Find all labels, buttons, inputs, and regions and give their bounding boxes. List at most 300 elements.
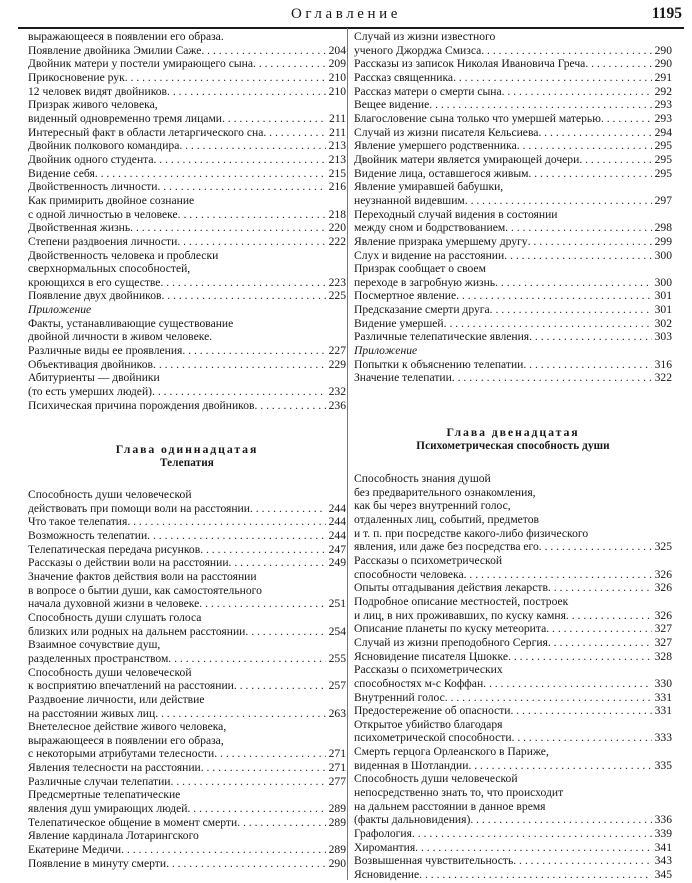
toc-entry-line bbox=[354, 126, 672, 139]
toc-entry bbox=[28, 666, 346, 693]
toc-entry-text: Значение фактов действия воли на расстоянии bbox=[28, 569, 257, 583]
toc-entry-title bbox=[354, 691, 652, 704]
toc-entry-title bbox=[354, 636, 652, 649]
toc-entry-line bbox=[28, 85, 346, 98]
toc-entry-text: Абитуриенты — двойники bbox=[28, 371, 160, 385]
toc-entry-text: Внетелесное действие живого человека, bbox=[28, 720, 227, 734]
toc-entry bbox=[28, 303, 346, 316]
toc-entry-line bbox=[354, 330, 672, 343]
dot-leader bbox=[187, 802, 325, 815]
toc-entry-line bbox=[28, 262, 346, 275]
toc-entry bbox=[28, 515, 346, 528]
toc-entry bbox=[354, 841, 672, 854]
toc-entry-title bbox=[354, 71, 652, 84]
toc-entry-title bbox=[354, 276, 652, 289]
toc-entry-text: Призрак сообщает о своем bbox=[354, 262, 486, 276]
toc-entry-text: Графология bbox=[354, 827, 412, 841]
toc-entry-line bbox=[28, 788, 346, 801]
toc-entry bbox=[28, 788, 346, 815]
toc-entry bbox=[354, 718, 672, 745]
toc-entry-text: Значение телепатии bbox=[354, 371, 452, 385]
toc-entry-line bbox=[28, 44, 346, 57]
toc-entry-title bbox=[28, 515, 326, 528]
column-divider bbox=[347, 28, 348, 880]
toc-entry-line bbox=[354, 472, 672, 485]
toc-page-number: 209 bbox=[328, 57, 346, 71]
toc-entry-text: Способность души человеческой bbox=[354, 772, 518, 786]
toc-entry-title bbox=[28, 85, 326, 98]
toc-entry-line bbox=[28, 167, 346, 180]
dot-leader bbox=[452, 371, 652, 384]
dot-leader bbox=[153, 358, 326, 371]
toc-block-chapter-10-continued bbox=[28, 30, 346, 420]
toc-entry-text: на расстоянии живых лиц bbox=[28, 706, 156, 720]
toc-entry bbox=[354, 371, 672, 384]
toc-entry-line bbox=[28, 597, 346, 610]
toc-entry-line bbox=[354, 663, 672, 676]
toc-entry-title bbox=[354, 759, 652, 772]
toc-entry bbox=[28, 761, 346, 774]
toc-entry-line bbox=[354, 112, 672, 125]
toc-entry-title bbox=[354, 289, 652, 302]
toc-entry-text: кроющихся в его существе bbox=[28, 275, 161, 289]
dot-leader bbox=[445, 691, 652, 704]
dot-leader bbox=[566, 609, 652, 622]
toc-entry-text: Попытки к объяснению телепатии bbox=[354, 357, 524, 371]
toc-entry-text: с одной личностью в человеке bbox=[28, 207, 178, 221]
toc-page-number: 227 bbox=[328, 344, 346, 358]
toc-entry-title bbox=[354, 731, 652, 744]
toc-entry-text: Явление умершего родственника bbox=[354, 139, 517, 153]
toc-page-number: 327 bbox=[654, 622, 672, 636]
toc-entry-line bbox=[28, 652, 346, 665]
toc-entry-text: Смерть герцога Орлеанского в Париже, bbox=[354, 745, 549, 759]
toc-page-number: 215 bbox=[328, 166, 346, 180]
toc-entry-text: Благословение сына только что умершей матерью bbox=[354, 111, 601, 125]
toc-entry bbox=[354, 126, 672, 139]
toc-entry-text: Явление умиравшей бабушки, bbox=[354, 180, 504, 194]
toc-entry bbox=[354, 704, 672, 717]
toc-entry-text: Способность души слушать голоса bbox=[28, 610, 202, 624]
toc-entry-text: Ясновидение bbox=[354, 868, 420, 882]
dot-leader bbox=[222, 112, 326, 125]
toc-page-number: 222 bbox=[328, 234, 346, 248]
toc-entry-text: отдаленных лиц, событий, предметов bbox=[354, 512, 539, 526]
toc-entry-title bbox=[354, 317, 652, 330]
toc-page-number: 247 bbox=[328, 542, 346, 556]
toc-entry-title bbox=[28, 529, 326, 542]
toc-entry-text: Посмертное явление bbox=[354, 289, 457, 303]
dot-leader bbox=[415, 841, 651, 854]
toc-entry bbox=[354, 208, 672, 235]
toc-entry-text: близких или родных на дальнем расстоянии bbox=[28, 624, 246, 638]
toc-entry-text: Рассказы о психометрических bbox=[354, 663, 503, 677]
toc-entry bbox=[28, 98, 346, 125]
toc-page-number: 210 bbox=[328, 84, 346, 98]
dot-leader bbox=[130, 221, 325, 234]
toc-page-number: 251 bbox=[328, 597, 346, 611]
toc-entry-line bbox=[354, 499, 672, 512]
toc-entry-line bbox=[354, 841, 672, 854]
toc-entry-title bbox=[354, 704, 652, 717]
toc-entry bbox=[28, 71, 346, 84]
dot-leader bbox=[585, 57, 651, 70]
toc-page-number: 229 bbox=[328, 357, 346, 371]
dot-leader bbox=[179, 139, 325, 152]
toc-entry bbox=[354, 57, 672, 70]
toc-page-number: 326 bbox=[654, 567, 672, 581]
dot-leader bbox=[121, 843, 325, 856]
toc-entry-line bbox=[28, 556, 346, 569]
toc-entry-text: сверхнормальных способностей, bbox=[28, 262, 191, 276]
toc-entry-line bbox=[354, 317, 672, 330]
dot-leader bbox=[160, 276, 325, 289]
toc-entry-text: Видение лица, оставшегося живым bbox=[354, 166, 529, 180]
toc-entry bbox=[28, 85, 346, 98]
toc-page-number: 331 bbox=[654, 704, 672, 718]
toc-entry-text: к восприятию впечатлений на расстоянии bbox=[28, 679, 234, 693]
toc-entry-title bbox=[28, 775, 326, 788]
toc-entry bbox=[354, 663, 672, 690]
toc-entry-title bbox=[28, 71, 326, 84]
toc-entry-text: виденная в Шотландии bbox=[354, 758, 469, 772]
dot-leader bbox=[171, 775, 326, 788]
toc-entry-title bbox=[354, 57, 652, 70]
toc-entry-text: неузнанной видевшим bbox=[354, 193, 465, 207]
toc-entry-line bbox=[28, 707, 346, 720]
toc-entry-line bbox=[28, 625, 346, 638]
toc-entry bbox=[354, 98, 672, 111]
toc-entry bbox=[354, 854, 672, 867]
toc-entry bbox=[28, 44, 346, 57]
toc-page-number: 290 bbox=[328, 856, 346, 870]
toc-entry-text: Прикосновение рук bbox=[28, 70, 125, 84]
toc-entry bbox=[354, 317, 672, 330]
toc-entry bbox=[354, 112, 672, 125]
toc-entry-title bbox=[28, 816, 326, 829]
toc-entry bbox=[28, 167, 346, 180]
toc-entry-line bbox=[354, 691, 672, 704]
toc-entry-text: Слух и видение на расстоянии bbox=[354, 248, 505, 262]
toc-entry-text: как бы через внутренний голос, bbox=[354, 499, 511, 513]
toc-entry-text: Раздвоение личности, или действие bbox=[28, 692, 205, 706]
toc-page-number: 297 bbox=[654, 193, 672, 207]
toc-entry-text: Различные случаи телепатии bbox=[28, 774, 171, 788]
toc-entry-line bbox=[354, 30, 672, 43]
dot-leader bbox=[127, 515, 325, 528]
toc-entry bbox=[354, 772, 672, 826]
toc-entry-line bbox=[28, 638, 346, 651]
dot-leader bbox=[263, 126, 326, 139]
toc-entry-title bbox=[28, 385, 326, 398]
dot-leader bbox=[201, 761, 326, 774]
toc-entry-line bbox=[354, 57, 672, 70]
toc-entry-text: Факты, устанавливающие существование bbox=[28, 316, 234, 330]
toc-page-number: 211 bbox=[329, 111, 346, 125]
toc-entry-title bbox=[354, 139, 652, 152]
chapter-11-subtitle: Телепатия bbox=[160, 457, 214, 469]
toc-entry-title bbox=[28, 802, 326, 815]
toc-entry-line bbox=[354, 262, 672, 275]
toc-page-number: 339 bbox=[654, 827, 672, 841]
toc-entry-title bbox=[354, 609, 652, 622]
toc-entry-line bbox=[28, 317, 346, 330]
dot-leader bbox=[214, 747, 325, 760]
toc-entry-title bbox=[354, 249, 652, 262]
toc-entry-text: переходе в загробную жизнь bbox=[354, 275, 496, 289]
dot-leader bbox=[200, 543, 325, 556]
toc-entry bbox=[28, 611, 346, 638]
toc-page-number: 325 bbox=[654, 540, 672, 554]
toc-entry-text: с некоторыми атрибутами телесности bbox=[28, 747, 215, 761]
dot-leader bbox=[250, 502, 326, 515]
toc-entry bbox=[354, 249, 672, 262]
toc-entry-line bbox=[28, 720, 346, 733]
toc-entry-text: Хиромантия bbox=[354, 840, 416, 854]
toc-entry-title bbox=[354, 868, 652, 881]
toc-entry-text: Явления телесности на расстоянии bbox=[28, 761, 201, 775]
toc-entry-text: Предостережение об опасности bbox=[354, 704, 511, 718]
toc-entry bbox=[28, 720, 346, 760]
toc-page-number: 236 bbox=[328, 398, 346, 412]
dot-leader bbox=[483, 677, 651, 690]
toc-entry-line bbox=[354, 731, 672, 744]
toc-entry-line bbox=[28, 529, 346, 542]
toc-entry-title bbox=[354, 371, 652, 384]
toc-page-number: 293 bbox=[654, 111, 672, 125]
dot-leader bbox=[490, 303, 652, 316]
toc-entry-line bbox=[28, 829, 346, 842]
toc-page-number: 295 bbox=[654, 152, 672, 166]
toc-entry bbox=[28, 221, 346, 234]
dot-leader bbox=[154, 153, 326, 166]
toc-entry-title bbox=[354, 85, 652, 98]
toc-entry bbox=[354, 71, 672, 84]
toc-page-number: 335 bbox=[654, 758, 672, 772]
toc-entry-line bbox=[354, 249, 672, 262]
toc-entry bbox=[354, 636, 672, 649]
toc-entry-line bbox=[354, 167, 672, 180]
left-column bbox=[28, 30, 346, 870]
toc-entry-line bbox=[28, 584, 346, 597]
toc-page-number: 331 bbox=[654, 690, 672, 704]
toc-entry-text: Телепатическая передача рисунков bbox=[28, 542, 201, 556]
toc-entry-line bbox=[28, 693, 346, 706]
toc-entry-line bbox=[354, 772, 672, 785]
toc-entry bbox=[28, 570, 346, 610]
toc-page-number: 210 bbox=[328, 70, 346, 84]
toc-entry-text: Двойник матери у постели умирающего сына bbox=[28, 57, 254, 71]
toc-entry-title bbox=[28, 843, 326, 856]
toc-page-number: 220 bbox=[328, 221, 346, 235]
toc-entry-text: виденный одновременно тремя лицами bbox=[28, 111, 222, 125]
toc-page-number: 244 bbox=[328, 501, 346, 515]
toc-entry-title bbox=[354, 112, 652, 125]
toc-entry-title bbox=[354, 540, 652, 553]
toc-entry bbox=[28, 30, 346, 43]
chapter-11-heading: Глава одиннадцатая bbox=[115, 442, 259, 456]
toc-entry-title bbox=[354, 813, 652, 826]
toc-page-number: 328 bbox=[654, 649, 672, 663]
dot-leader bbox=[539, 540, 652, 553]
toc-page-number: 295 bbox=[654, 166, 672, 180]
toc-page-number: 255 bbox=[328, 651, 346, 665]
toc-entry-line bbox=[28, 112, 346, 125]
toc-entry-title bbox=[28, 208, 326, 221]
toc-entry-line bbox=[28, 126, 346, 139]
toc-page-number: 225 bbox=[328, 289, 346, 303]
dot-leader bbox=[548, 581, 652, 594]
toc-entry-text: Различные телепатические явления bbox=[354, 330, 530, 344]
toc-page-number: 322 bbox=[654, 371, 672, 385]
dot-leader bbox=[229, 556, 326, 569]
dot-leader bbox=[513, 854, 651, 867]
dot-leader bbox=[167, 85, 326, 98]
toc-entry-line bbox=[28, 399, 346, 412]
toc-entry-line bbox=[354, 609, 672, 622]
toc-page-number: 223 bbox=[328, 275, 346, 289]
toc-entry bbox=[354, 358, 672, 371]
toc-entry bbox=[28, 556, 346, 569]
toc-page-number: 301 bbox=[654, 303, 672, 317]
toc-entry-line bbox=[354, 208, 672, 221]
toc-page-number: 213 bbox=[328, 152, 346, 166]
toc-entry bbox=[28, 371, 346, 398]
toc-entry-line bbox=[354, 554, 672, 567]
toc-page-number: 289 bbox=[328, 815, 346, 829]
toc-entry-title bbox=[28, 761, 326, 774]
toc-page-number: 295 bbox=[654, 139, 672, 153]
toc-entry-title bbox=[354, 221, 652, 234]
dot-leader bbox=[201, 44, 325, 57]
toc-entry-text: Предсмертные телепатические bbox=[28, 788, 181, 802]
toc-entry-line bbox=[28, 775, 346, 788]
dot-leader bbox=[453, 71, 652, 84]
toc-entry-line bbox=[354, 636, 672, 649]
dot-leader bbox=[178, 208, 326, 221]
toc-entry-text: Екатерине Медичи bbox=[28, 843, 122, 857]
toc-entry-line bbox=[354, 276, 672, 289]
toc-entry-line bbox=[28, 611, 346, 624]
toc-entry-title bbox=[28, 112, 326, 125]
toc-page-number: 330 bbox=[654, 676, 672, 690]
toc-entry-line bbox=[28, 570, 346, 583]
toc-entry-line bbox=[28, 57, 346, 70]
toc-entry-title bbox=[28, 679, 326, 692]
dot-leader bbox=[508, 650, 652, 663]
running-header-title: Оглавление bbox=[290, 6, 402, 22]
toc-entry-line bbox=[354, 581, 672, 594]
toc-entry-text: Взаимное сочувствие душ, bbox=[28, 638, 161, 652]
toc-entry-line bbox=[28, 139, 346, 152]
toc-entry-title bbox=[28, 652, 326, 665]
toc-entry-title bbox=[28, 747, 326, 760]
toc-entry-title bbox=[354, 98, 652, 111]
toc-entry-title bbox=[354, 622, 652, 635]
toc-entry-line bbox=[354, 194, 672, 207]
toc-page-number: 277 bbox=[328, 774, 346, 788]
toc-page-number: 326 bbox=[654, 608, 672, 622]
dot-leader bbox=[245, 625, 325, 638]
toc-entry-title bbox=[354, 827, 652, 840]
dot-leader bbox=[253, 57, 326, 70]
dot-leader bbox=[155, 707, 325, 720]
toc-entry-text: способности человека bbox=[354, 567, 464, 581]
toc-page-number: 302 bbox=[654, 316, 672, 330]
dot-leader bbox=[456, 289, 651, 302]
toc-entry-text: Двойственность человека и проблески bbox=[28, 248, 219, 262]
toc-entry-line bbox=[354, 371, 672, 384]
toc-entry-line bbox=[28, 358, 346, 371]
toc-entry-title bbox=[354, 358, 652, 371]
toc-page-number: 299 bbox=[654, 234, 672, 248]
toc-page-number: 254 bbox=[328, 624, 346, 638]
toc-page-number: 211 bbox=[329, 125, 346, 139]
toc-entry bbox=[354, 344, 672, 357]
toc-entry-text: действовать при помощи воли на расстоянии bbox=[28, 501, 250, 515]
toc-entry-text: Появление двойника Эмилии Саже bbox=[28, 43, 202, 57]
toc-entry bbox=[28, 829, 346, 856]
toc-entry-line bbox=[28, 666, 346, 679]
toc-entry-line bbox=[354, 800, 672, 813]
toc-entry-text: ученого Джорджа Смизса bbox=[354, 43, 482, 57]
toc-entry bbox=[28, 249, 346, 289]
toc-entry-text: Предсказание смерти друга bbox=[354, 303, 490, 317]
toc-entry-line bbox=[28, 194, 346, 207]
toc-entry-text: Двойник одного студента bbox=[28, 152, 154, 166]
toc-entry-line bbox=[354, 745, 672, 758]
toc-entry-text: Различные виды ее проявления bbox=[28, 344, 183, 358]
dot-leader bbox=[412, 827, 652, 840]
toc-entry bbox=[28, 344, 346, 357]
toc-entry bbox=[354, 30, 672, 57]
toc-page-number: 232 bbox=[328, 385, 346, 399]
toc-entry-text: и лиц, в них проживавших, по куску камня bbox=[354, 608, 566, 622]
toc-entry-text: разделенных пространством bbox=[28, 651, 169, 665]
dot-leader bbox=[125, 71, 326, 84]
toc-entry-title bbox=[28, 139, 326, 152]
toc-entry-title bbox=[354, 854, 652, 867]
toc-entry-line bbox=[354, 568, 672, 581]
toc-entry-line bbox=[354, 813, 672, 826]
toc-entry-line bbox=[354, 868, 672, 881]
toc-page-number: 263 bbox=[328, 706, 346, 720]
dot-leader bbox=[158, 180, 326, 193]
dot-leader bbox=[419, 868, 651, 881]
dot-leader bbox=[579, 153, 651, 166]
dot-leader bbox=[444, 317, 652, 330]
toc-entry-text: без предварительного ознакомления, bbox=[354, 485, 536, 499]
toc-entry-text: Появление в минуту смерти bbox=[28, 856, 167, 870]
toc-entry-text: Способность знания душой bbox=[354, 472, 491, 485]
toc-entry-title bbox=[28, 502, 326, 515]
toc-entry-text: Внутренний голос bbox=[354, 690, 445, 704]
dot-leader bbox=[495, 276, 652, 289]
toc-entry-text: Телепатическое общение в момент смерти bbox=[28, 815, 238, 829]
toc-entry bbox=[354, 554, 672, 581]
toc-entry-line bbox=[354, 139, 672, 152]
dot-leader bbox=[470, 813, 651, 826]
toc-entry-text: Объективация двойников bbox=[28, 357, 154, 371]
dot-leader bbox=[465, 194, 652, 207]
toc-page-number: 343 bbox=[654, 854, 672, 868]
toc-entry-line bbox=[354, 827, 672, 840]
toc-entry-text: 12 человек видят двойников bbox=[28, 84, 168, 98]
toc-entry-line bbox=[354, 718, 672, 731]
toc-entry-text: Явление кардинала Лотарингского bbox=[28, 829, 199, 843]
toc-entry-line bbox=[354, 513, 672, 526]
toc-entry-line bbox=[354, 622, 672, 635]
